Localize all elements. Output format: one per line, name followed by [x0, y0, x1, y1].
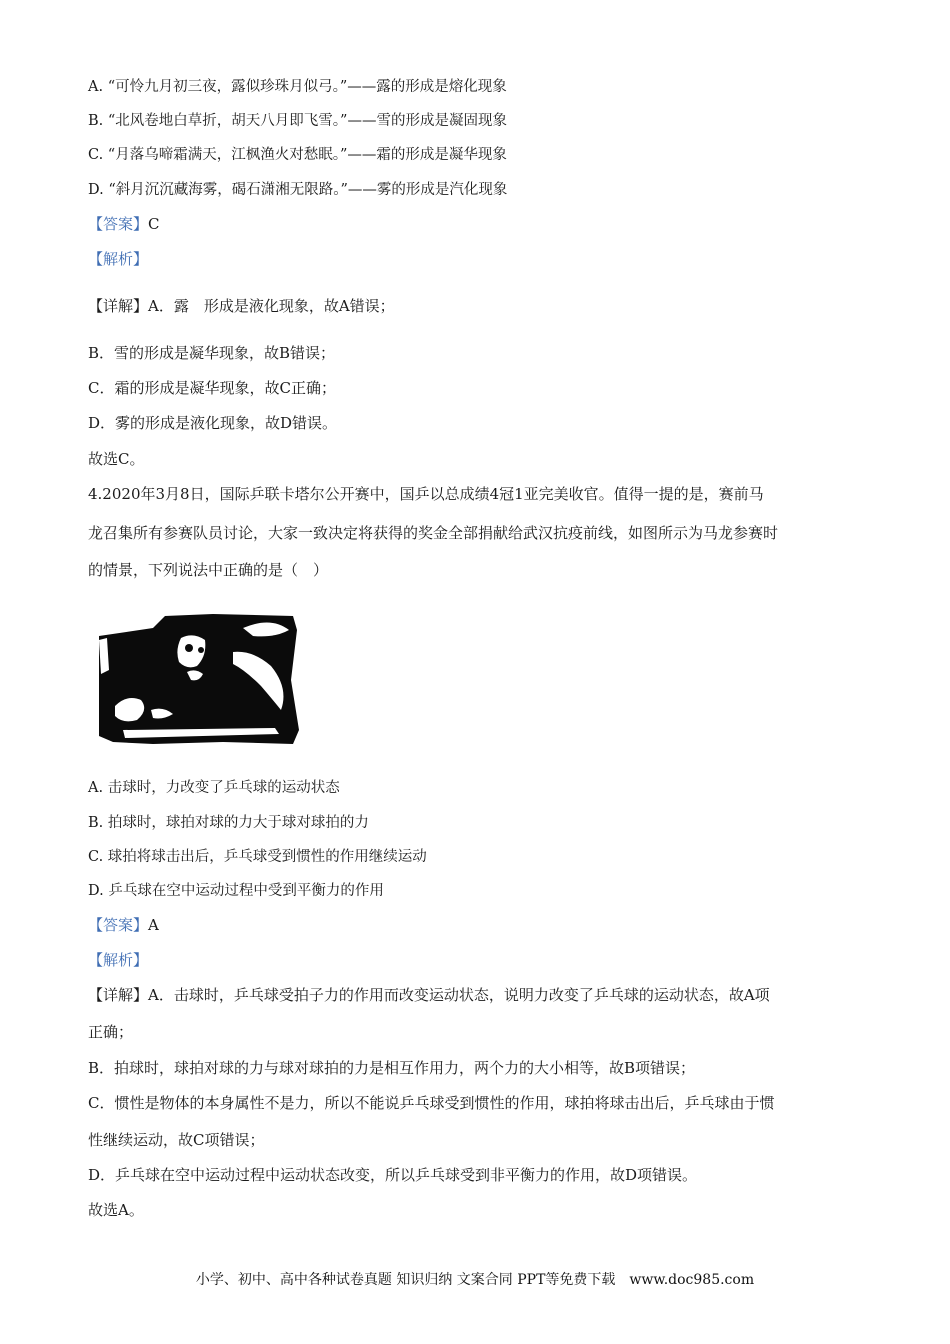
q4-detail-line: C．惯性是物体的本身属性不是力，所以不能说乒乓球受到惯性的作用，球拍将球击出后，乒乓球由于惯	[88, 1094, 775, 1112]
q4-stem-line: 4.2020年3月8日，国际乒联卡塔尔公开赛中，国乒以总成绩4冠1亚完美收官。值得一提的是，赛前马	[88, 485, 764, 503]
q4-analysis-tag: 【解析】	[88, 951, 149, 969]
q3-detail-line: B．雪的形成是凝华现象，故B错误；	[88, 344, 336, 362]
q4-detail-line: 性继续运动，故C项错误；	[88, 1131, 265, 1149]
answer-tag: 【答案】	[88, 916, 149, 934]
q3-option-d: D. “斜月沉沉藏海雾，碣石潇湘无限路。”——雾的形成是汽化现象	[88, 182, 508, 198]
q4-stem-line: 龙召集所有参赛队员讨论，大家一致决定将获得的奖金全部捐献给武汉抗疫前线，如图所示为马龙参赛时	[88, 524, 779, 542]
q4-option-b: B. 拍球时，球拍对球的力大于球对球拍的力	[88, 815, 369, 831]
q3-option-c: C. “月落乌啼霜满天，江枫渔火对愁眠。”——霜的形成是凝华现象	[88, 147, 507, 163]
q3-analysis-tag: 【解析】	[88, 250, 149, 268]
q3-detail-line: C．霜的形成是凝华现象，故C正确；	[88, 379, 336, 397]
q3-option-a: A. “可怜九月初三夜，露似珍珠月似弓。”——露的形成是熔化现象	[88, 79, 507, 95]
q4-detail-line: 正确；	[88, 1023, 134, 1041]
q3-conclusion: 故选C。	[88, 450, 145, 468]
answer-value: A	[148, 916, 159, 934]
q4-option-c: C. 球拍将球击出后，乒乓球受到惯性的作用继续运动	[88, 849, 427, 865]
q3-detail-line: 【详解】A．露 形成是液化现象，故A错误；	[88, 297, 395, 315]
q4-detail-line: D．乒乓球在空中运动过程中运动状态改变，所以乒乓球受到非平衡力的作用，故D项错误。	[88, 1166, 698, 1184]
q4-stem-line: 的情景，下列说法中正确的是（ ）	[88, 561, 329, 579]
q4-detail-line: B．拍球时，球拍对球的力与球对球拍的力是相互作用力，两个力的大小相等，故B项错误；	[88, 1059, 696, 1077]
player-photo	[93, 610, 299, 750]
q4-answer	[88, 915, 159, 935]
footer-ad[interactable]: 小学、初中、高中各种试卷真题 知识归纳 文案合同 PPT等免费下载 www.doc985.com	[195, 1272, 755, 1288]
q3-detail-line: D．雾的形成是液化现象，故D错误。	[88, 414, 338, 432]
q3-answer	[88, 214, 160, 234]
answer-value: C	[148, 215, 160, 233]
q3-option-b: B. “北风卷地白草折，胡天八月即飞雪。”——雪的形成是凝固现象	[88, 113, 507, 129]
q4-conclusion: 故选A。	[88, 1201, 144, 1219]
q4-detail-line: 【详解】A．击球时，乒乓球受拍子力的作用而改变运动状态，说明力改变了乒乓球的运动状态，故A项	[88, 986, 770, 1004]
q4-option-a: A. 击球时，力改变了乒乓球的运动状态	[88, 780, 340, 796]
answer-tag: 【答案】	[88, 215, 149, 233]
q4-option-d: D. 乒乓球在空中运动过程中受到平衡力的作用	[88, 883, 384, 899]
